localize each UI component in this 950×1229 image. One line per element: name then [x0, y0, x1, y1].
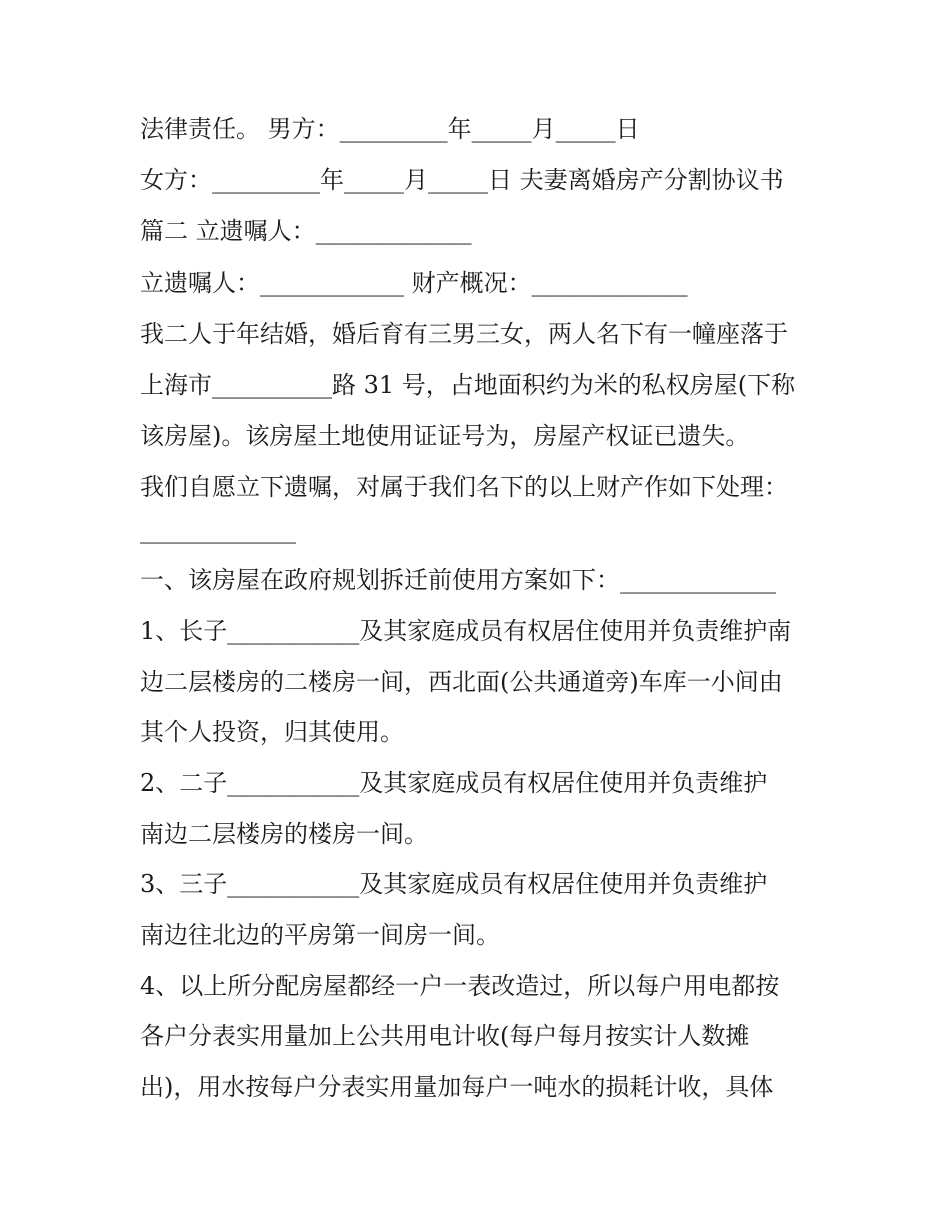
text-line: 法律责任。 男方：_________年_____月_____日 [140, 115, 640, 143]
text-line: 1、长子___________及其家庭成员有权居住使用并负责维护南 [140, 617, 792, 645]
text-line: 上海市__________路 31 号，占地面积约为米的私权房屋(下称 [140, 371, 796, 399]
text-line: 南边二层楼房的楼房一间。 [140, 820, 428, 848]
text-line: 其个人投资，归其使用。 [140, 718, 404, 746]
text-line: 边二层楼房的二楼房一间，西北面(公共通道旁)车库一小间由 [140, 668, 783, 696]
text-line: 立遗嘱人：____________ 财产概况：_____________ [140, 269, 688, 297]
text-line: _____________ [140, 516, 296, 544]
text-line: 4、以上所分配房屋都经一户一表改造过，所以每户用电都按 [140, 972, 780, 1000]
text-line: 我二人于年结婚，婚后育有三男三女，两人名下有一幢座落于 [140, 320, 788, 348]
text-line: 该房屋)。该房屋土地使用证证号为，房屋产权证已遗失。 [140, 422, 750, 450]
text-line: 出)，用水按每户分表实用量加每户一吨水的损耗计收，具体 [140, 1073, 774, 1101]
text-line: 一、该房屋在政府规划拆迁前使用方案如下：_____________ [140, 566, 776, 594]
text-line: 我们自愿立下遗嘱，对属于我们名下的以上财产作如下处理： [140, 473, 788, 501]
text-line: 女方：_________年_____月_____日 夫妻离婚房产分割协议书 [140, 166, 784, 194]
text-line: 篇二 立遗嘱人：_____________ [140, 217, 472, 245]
text-line: 2、二子___________及其家庭成员有权居住使用并负责维护 [140, 769, 768, 797]
text-line: 南边往北边的平房第一间房一间。 [140, 921, 500, 949]
text-line: 3、三子___________及其家庭成员有权居住使用并负责维护 [140, 870, 768, 898]
text-line: 各户分表实用量加上公共用电计收(每户每月按实计人数摊 [140, 1022, 750, 1050]
